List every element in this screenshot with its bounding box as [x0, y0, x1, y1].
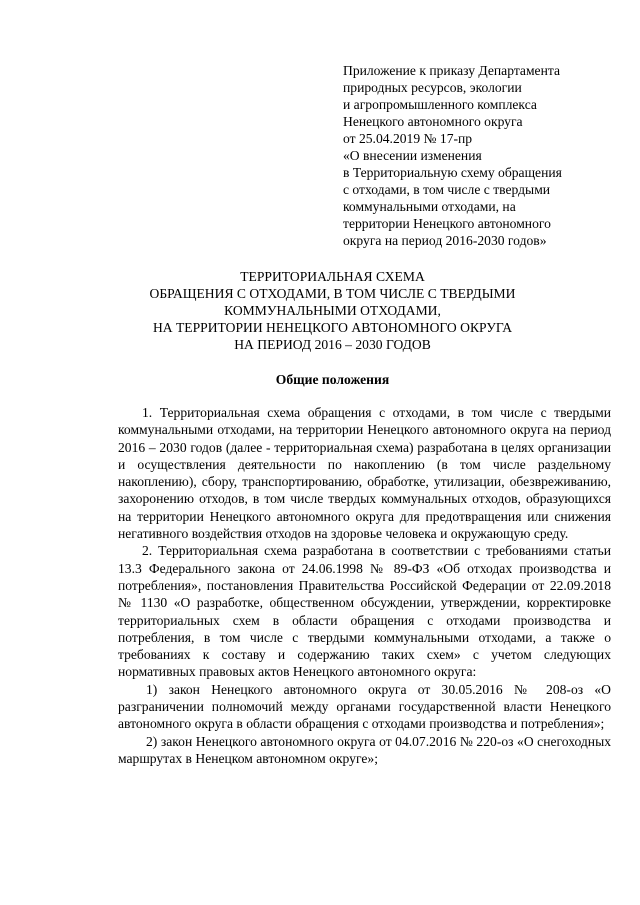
appendix-line: Ненецкого автономного округа [343, 114, 523, 129]
title-line: ОБРАЩЕНИЯ С ОТХОДАМИ, В ТОМ ЧИСЛЕ С ТВЕРДЫМИ [149, 286, 516, 301]
document-body [118, 404, 611, 767]
section-heading: Общие положения [275, 372, 390, 387]
appendix-line: природных ресурсов, экологии [343, 80, 522, 95]
paragraph: 1) закон Ненецкого автономного округа от 30.05.2016 № 208-оз «О разграничении полномочий между органами государственной власти Ненецкого автономного округа в области обращения с отходами производства и потребления»; [118, 681, 611, 732]
paragraph: 2. Территориальная схема разработана в соответствии с требованиями статьи 13.3 Федерального закона от 24.06.1998 № 89-ФЗ «Об отходах производства и потребления», постановления Правительства Российской Федерации от 22.09.2018 № 1130 «О разработке, общественном обсуждении, утверждении, корректировке территориальных схем в области обращения с отходами производства и потребления, в том числе с твердыми коммунальными отходами, а также о требованиях к составу и содержанию таких схем» с учетом следующих нормативных правовых актов Ненецкого автономного округа: [118, 543, 611, 680]
title-line: НА ТЕРРИТОРИИ НЕНЕЦКОГО АВТОНОМНОГО ОКРУГА [152, 320, 513, 335]
appendix-line: в Территориальную схему обращения [343, 165, 562, 180]
title-line: КОММУНАЛЬНЫМИ ОТХОДАМИ, [224, 303, 441, 318]
title-line: ТЕРРИТОРИАЛЬНАЯ СХЕМА [240, 269, 425, 284]
appendix-line: коммунальными отходами, на [343, 199, 516, 214]
appendix-line: с отходами, в том числе с твердыми [343, 182, 551, 197]
appendix-line: округа на период 2016-2030 годов» [343, 233, 547, 248]
paragraph: 2) закон Ненецкого автономного округа от 04.07.2016 № 220-оз «О снегоходных маршрутах в Ненецком автономном округе»; [118, 733, 611, 766]
paragraph: 1. Территориальная схема обращения с отходами, в том числе с твердыми коммунальными отходами, на территории Ненецкого автономного округа на период 2016 – 2030 годов (далее - территориальная схема) разработана в целях организации и осуществления деятельности по накоплению (в том числе раздельному накоплению), сбору, транспортированию, обработке, утилизации, обезвреживанию, захоронению отходов, в том числе твердых коммунальных отходов, образующихся на территории Ненецкого автономного округа для предотвращения или снижения негативного воздействия отходов на здоровье человека и окружающую среду. [118, 405, 611, 542]
appendix-line: и агропромышленного комплекса [343, 97, 537, 112]
appendix-line: от 25.04.2019 № 17-пр [343, 131, 473, 146]
appendix-line: Приложение к приказу Департамента [343, 63, 561, 78]
document-title [60, 268, 605, 353]
appendix-note [343, 62, 613, 249]
appendix-line: «О внесении изменения [343, 148, 482, 163]
title-line: НА ПЕРИОД 2016 – 2030 ГОДОВ [234, 337, 431, 352]
appendix-line: территории Ненецкого автономного [343, 216, 551, 231]
